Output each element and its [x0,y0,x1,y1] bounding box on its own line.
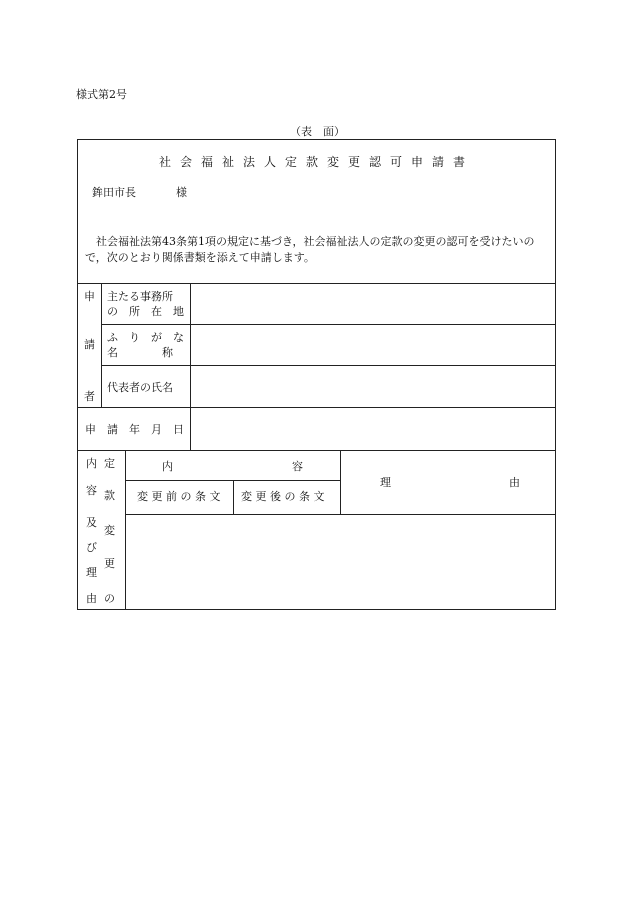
applicant-label-1: 申 [84,290,95,303]
divider [125,514,555,515]
side-label: （表 面） [290,125,345,138]
changes-label-right-1: 定 [104,457,115,470]
content-header-2: 容 [292,460,303,473]
changes-label-right-4: 更 [104,557,115,570]
after-clause-header: 変 更 後 の 条 文 [241,490,325,503]
changes-label-left-6: 由 [86,592,97,605]
addressee [92,187,187,198]
divider [78,283,555,284]
reason-header-2: 由 [509,476,520,489]
divider [101,324,555,325]
divider [78,450,555,451]
changes-label-left-1: 内 [86,457,97,470]
changes-label-left-5: 理 [86,566,97,579]
honorific: 様 [176,186,187,199]
office-address-label-2: の 所 在 地 [107,305,184,318]
changes-label-left-3: 及 [86,516,97,529]
furigana-label: ふ り が な [107,331,184,344]
divider [125,450,126,610]
applicant-label-3: 者 [84,390,95,403]
name-label: 名 称 [107,346,173,359]
office-address-label: 主たる事務所 [107,290,173,303]
divider [233,480,234,514]
changes-label-right-5: の [104,592,115,605]
changes-label-right-3: 変 [104,524,115,537]
before-clause-header: 変 更 前 の 条 文 [137,490,221,503]
application-date-label: 申 請 年 月 日 [85,423,184,436]
content-header-1: 内 [162,460,173,473]
addressee-name: 鉾田市長 [92,186,136,199]
changes-label-right-2: 款 [104,489,115,502]
application-statement: 社会福祉法第43条第1項の規定に基づき，社会福祉法人の定款の変更の認可を受けたいので，次のとおり関係書類を添えて申請します。 [85,235,535,264]
form-title: 社会福祉法人定款変更認可申請書 [158,155,474,169]
divider [340,450,341,514]
applicant-label-2: 請 [84,338,95,351]
divider [78,407,555,408]
representative-name-label: 代表者の氏名 [107,381,173,394]
divider [101,283,102,407]
application-form [77,139,556,610]
reason-header-1: 理 [380,476,391,489]
form-number: 様式第2号 [76,88,127,101]
changes-label-left-2: 容 [86,484,97,497]
changes-label-left-4: び [86,541,97,554]
divider [190,283,191,450]
divider [101,365,555,366]
